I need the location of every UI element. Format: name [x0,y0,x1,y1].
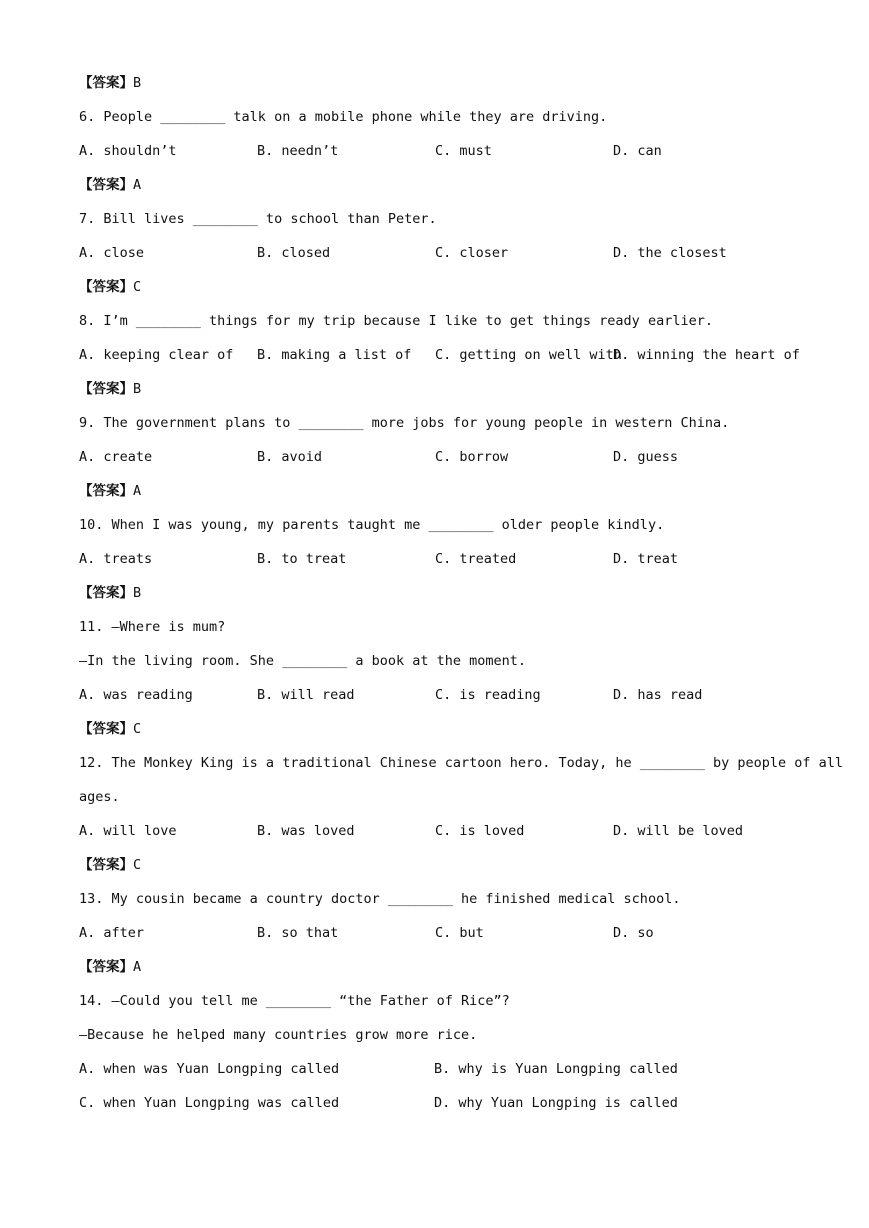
answer-line [79,474,799,508]
answer-label: 【答案】 [79,585,133,601]
option-c: C. when Yuan Longping was called [79,1095,340,1111]
options-row [79,678,799,712]
option-c: C. treated [435,551,517,567]
question-stem: 8. I’m ________ things for my trip because I like to get things ready earlier. [79,313,713,329]
question-stem-continued: ages. [79,789,120,805]
option-a: A. keeping clear of [79,347,234,363]
question-stem: 13. My cousin became a country doctor ________ he finished medical school. [79,891,681,907]
options-row [79,814,799,848]
answer-line [79,576,799,610]
answer-value: A [133,177,142,193]
answer-label: 【答案】 [79,279,133,295]
options-row [79,916,799,950]
answer-label: 【答案】 [79,75,133,91]
question-stem: 7. Bill lives ________ to school than Peter. [79,211,437,227]
question-stem-continued: —In the living room. She ________ a book at the moment. [79,653,527,669]
answer-line [79,712,799,746]
answer-line [79,168,799,202]
answer-value: C [133,721,142,737]
answer-label: 【答案】 [79,959,133,975]
option-d: D. winning the heart of [613,347,800,363]
options-row [79,440,799,474]
question-stem: 6. People ________ talk on a mobile phone while they are driving. [79,109,608,125]
answer-label: 【答案】 [79,483,133,499]
option-d: D. the closest [613,245,727,261]
answer-value: B [133,585,142,601]
option-d: D. why Yuan Longping is called [434,1095,678,1111]
option-c: C. must [435,143,492,159]
option-c: C. but [435,925,484,941]
option-b: B. making a list of [257,347,412,363]
answer-value: B [133,381,142,397]
option-a: A. will love [79,823,177,839]
option-b: B. was loved [257,823,355,839]
answer-line [79,848,799,882]
question-stem-continued: —Because he helped many countries grow more rice. [79,1027,478,1043]
option-c: C. getting on well with [435,347,622,363]
answer-value: C [133,279,142,295]
option-b: B. to treat [257,551,347,567]
option-d: D. treat [613,551,679,567]
answer-line [79,66,799,100]
option-a: A. after [79,925,145,941]
question-stem: 10. When I was young, my parents taught me ________ older people kindly. [79,517,665,533]
option-a: A. when was Yuan Longping called [79,1061,340,1077]
option-c: C. closer [435,245,509,261]
options-row [79,542,799,576]
document-page [79,66,844,1120]
option-a: A. shouldn’t [79,143,177,159]
option-d: D. guess [613,449,679,465]
question-stem: 14. —Could you tell me ________ “the Father of Rice”? [79,993,510,1009]
option-c: C. borrow [435,449,509,465]
option-a: A. close [79,245,145,261]
option-b: B. avoid [257,449,323,465]
option-d: D. has read [613,687,703,703]
option-c: C. is loved [435,823,525,839]
question-stem: 11. —Where is mum? [79,619,226,635]
option-b: B. closed [257,245,331,261]
answer-label: 【答案】 [79,857,133,873]
answer-line [79,372,799,406]
answer-value: B [133,75,142,91]
answer-value: A [133,483,142,499]
question-stem: 12. The Monkey King is a traditional Chinese cartoon hero. Today, he ________ by people of all [79,755,844,771]
answer-label: 【答案】 [79,177,133,193]
question-stem: 9. The government plans to ________ more jobs for young people in western China. [79,415,730,431]
option-a: A. create [79,449,153,465]
answer-label: 【答案】 [79,381,133,397]
option-a: A. was reading [79,687,193,703]
option-b: B. why is Yuan Longping called [434,1061,678,1077]
option-a: A. treats [79,551,153,567]
answer-label: 【答案】 [79,721,133,737]
option-b: B. needn’t [257,143,339,159]
options-row [79,1052,799,1086]
option-d: D. can [613,143,662,159]
options-row [79,134,799,168]
option-c: C. is reading [435,687,541,703]
answer-line [79,270,799,304]
option-d: D. so [613,925,654,941]
answer-value: A [133,959,142,975]
answer-line [79,950,799,984]
option-d: D. will be loved [613,823,744,839]
option-b: B. will read [257,687,355,703]
options-row [79,1086,799,1120]
options-row [79,236,799,270]
option-b: B. so that [257,925,339,941]
options-row [79,338,799,372]
answer-value: C [133,857,142,873]
